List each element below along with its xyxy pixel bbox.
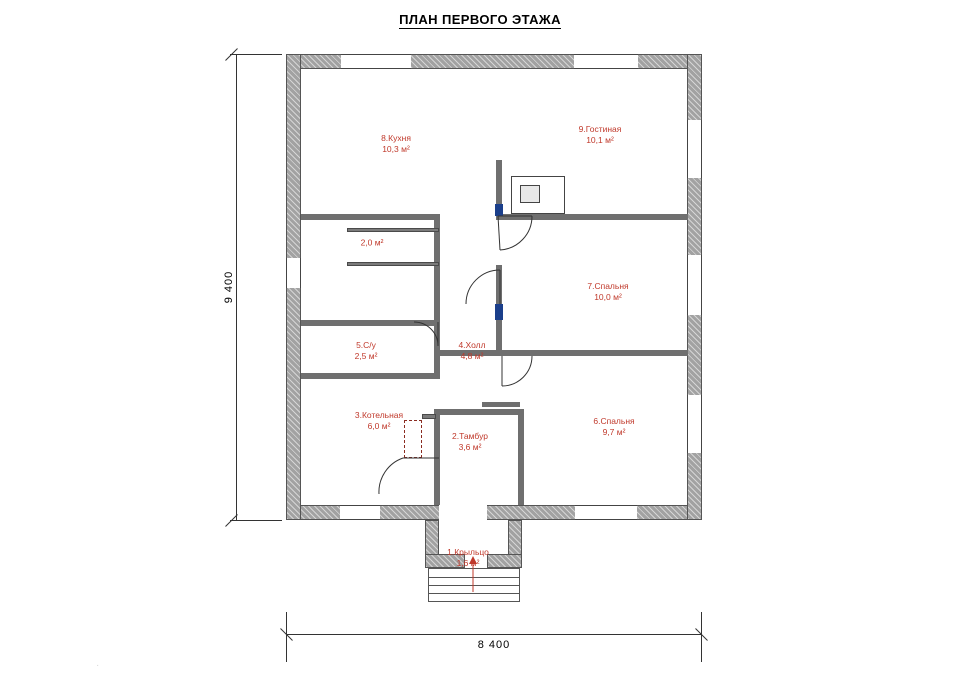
room-name: 3.Котельная xyxy=(354,410,404,420)
room-label-1 xyxy=(447,547,489,569)
room-label-4 xyxy=(458,340,485,362)
room-label-3 xyxy=(355,410,403,432)
room-label-6 xyxy=(593,416,634,438)
room-label-closet xyxy=(361,238,384,249)
door-bedroom6 xyxy=(500,356,544,398)
door-kitchen xyxy=(498,216,546,264)
partition-kitchen-closet xyxy=(301,214,440,220)
window-right-1 xyxy=(687,120,702,178)
porch-wall-bottom-right xyxy=(487,554,522,568)
page-title xyxy=(0,12,960,27)
room-area: 10,1 м² xyxy=(586,135,614,145)
entry-door-opening xyxy=(439,505,487,520)
room-name: 6.Спальня xyxy=(593,416,635,426)
door-jamb-living xyxy=(495,204,503,216)
dimension-ext-right xyxy=(701,612,702,662)
room-area: 4,8 м² xyxy=(460,351,484,361)
window-bottom-1 xyxy=(340,505,380,520)
fireplace xyxy=(511,176,565,214)
room-area: 2,0 м² xyxy=(360,237,384,248)
door-bathroom xyxy=(408,322,440,352)
room-name: 1.Крыльцо xyxy=(447,547,489,557)
door-boiler xyxy=(375,428,443,498)
window-right-2 xyxy=(687,255,702,315)
dimension-ext-top xyxy=(230,54,282,55)
room-name: 9.Гостиная xyxy=(578,124,622,134)
dimension-ext-bottom xyxy=(230,520,282,521)
dimension-value-horizontal: 8 400 xyxy=(477,639,511,651)
partition-tambour-right xyxy=(518,409,524,505)
window-right-3 xyxy=(687,395,702,453)
door-tambour xyxy=(482,398,522,412)
room-area: 10,3 м² xyxy=(382,144,410,154)
room-name: 4.Холл xyxy=(458,340,486,350)
window-left-1 xyxy=(286,258,301,288)
corner-mark: · xyxy=(96,660,100,671)
dimension-line-horizontal xyxy=(286,634,702,635)
room-area: 2,5 м² xyxy=(354,351,378,361)
window-top-2 xyxy=(574,54,638,69)
room-label-7 xyxy=(587,281,628,303)
door-bedroom7 xyxy=(460,258,502,306)
page-title-text: ПЛАН ПЕРВОГО ЭТАЖА xyxy=(399,12,561,27)
door-jamb-bedroom7 xyxy=(495,304,503,320)
room-area: 10,0 м² xyxy=(594,292,622,302)
room-name: 8.Кухня xyxy=(381,133,411,143)
boiler-unit xyxy=(422,414,436,419)
window-top-1 xyxy=(341,54,411,69)
partition-bath-boiler xyxy=(301,373,440,379)
window-bottom-2 xyxy=(575,505,637,520)
dimension-line-vertical xyxy=(236,54,237,520)
room-label-2 xyxy=(452,431,488,453)
fireplace-firebox xyxy=(520,185,540,203)
room-area: 3,6 м² xyxy=(458,442,482,452)
room-area: 9,7 м² xyxy=(602,427,626,437)
room-label-9 xyxy=(579,124,622,146)
closet-shelf-bottom xyxy=(347,262,439,266)
room-name: 5.С/у xyxy=(356,340,376,350)
room-label-8 xyxy=(381,133,411,155)
room-label-5 xyxy=(355,340,378,362)
room-area: 1,6 м² xyxy=(456,558,480,568)
room-name: 2.Тамбур xyxy=(452,431,488,441)
room-name: 7.Спальня xyxy=(587,281,629,291)
room-area: 6,0 м² xyxy=(367,421,391,431)
dimension-ext-left xyxy=(286,612,287,662)
dimension-value-vertical: 9 400 xyxy=(223,270,235,304)
closet-shelf-top xyxy=(347,228,439,232)
